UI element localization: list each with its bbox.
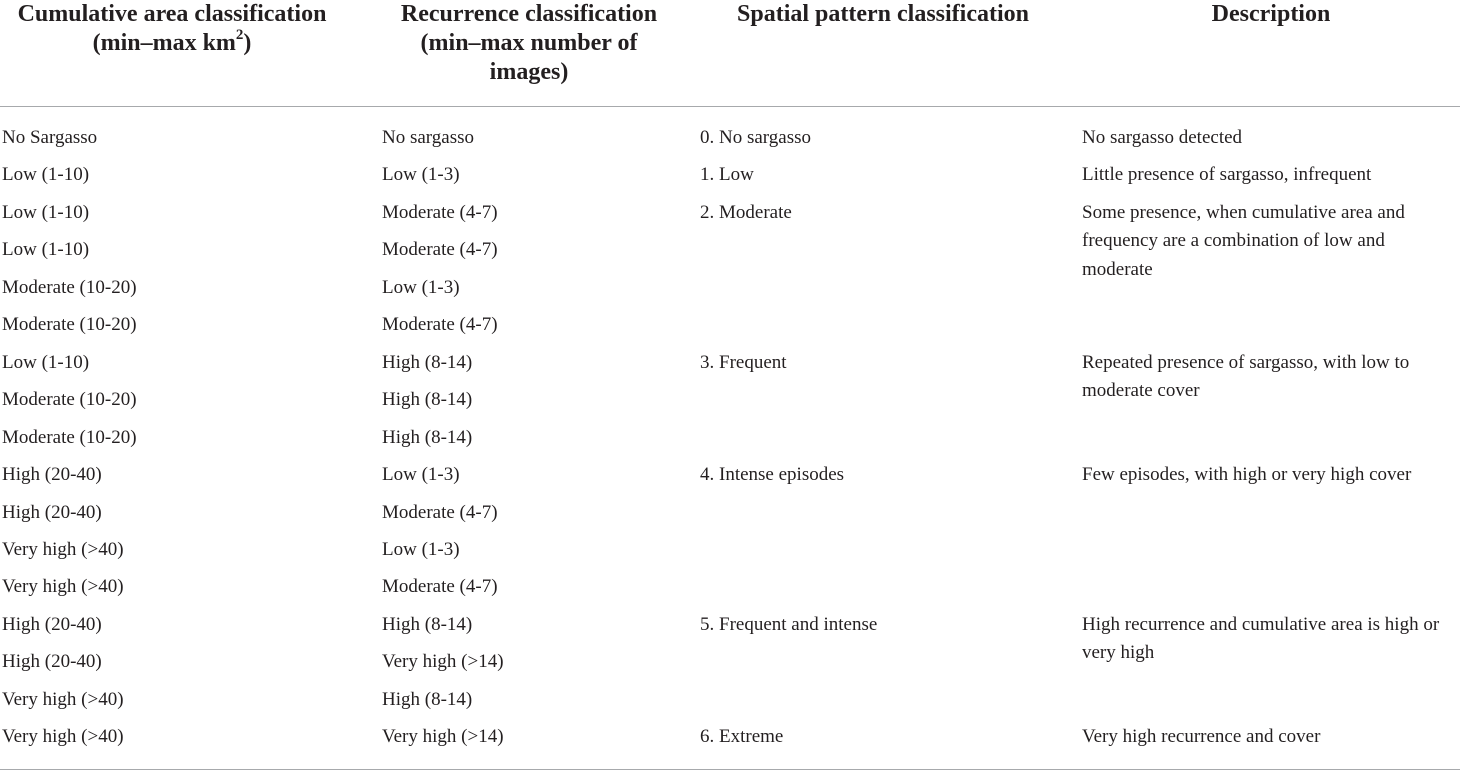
header-cumulative: [0, 0, 344, 58]
cell-cumulative: Very high (>40): [2, 538, 124, 560]
cell-recurrence: High (8-14): [382, 613, 473, 635]
cell-cumulative: Very high (>40): [2, 726, 124, 748]
cell-recurrence: Moderate (4-7): [382, 576, 498, 598]
cell-cumulative: High (20-40): [2, 501, 102, 523]
cell-cumulative: Low (1-10): [2, 164, 90, 186]
cell-cumulative: Moderate (10-20): [2, 389, 137, 411]
cell-recurrence: Moderate (4-7): [382, 239, 498, 261]
cell-cumulative: Low (1-10): [2, 351, 90, 373]
cell-recurrence: Very high (>14): [382, 726, 504, 748]
header-recurrence-line2: (min–max number of: [420, 30, 638, 56]
cell-description: Repeated presence of sargasso, with low to moderate cover: [1082, 351, 1410, 402]
cell-spatial-pattern: 3. Frequent: [700, 351, 787, 373]
cell-recurrence: High (8-14): [382, 389, 473, 411]
cell-description: Some presence, when cumulative area and frequency are a combination of low and moderate: [1082, 201, 1405, 280]
cell-recurrence: No sargasso: [382, 127, 475, 148]
cell-spatial-pattern: 6. Extreme: [700, 726, 784, 748]
header-description: Description: [1211, 1, 1331, 27]
cell-recurrence: Low (1-3): [382, 164, 460, 186]
cell-recurrence: Moderate (4-7): [382, 501, 498, 523]
cell-recurrence: High (8-14): [382, 688, 473, 710]
cell-cumulative: High (20-40): [2, 464, 102, 486]
cell-cumulative: Low (1-10): [2, 239, 90, 261]
cell-description: Little presence of sargasso, infrequent: [1082, 164, 1372, 186]
cell-description: Few episodes, with high or very high cover: [1082, 464, 1412, 486]
cell-description: Very high recurrence and cover: [1082, 726, 1321, 748]
cell-description: No sargasso detected: [1082, 127, 1243, 148]
cell-recurrence: Low (1-3): [382, 464, 460, 486]
cell-recurrence: Moderate (4-7): [382, 314, 498, 336]
cell-recurrence: High (8-14): [382, 351, 473, 373]
cell-recurrence: Moderate (4-7): [382, 201, 498, 223]
cell-spatial-pattern: 5. Frequent and intense: [700, 613, 878, 635]
cell-cumulative: Moderate (10-20): [2, 276, 137, 298]
cell-spatial-pattern: 2. Moderate: [700, 201, 792, 223]
header-cumulative-line1: Cumulative area classification: [17, 1, 327, 27]
cell-cumulative: Very high (>40): [2, 688, 124, 710]
cell-spatial-pattern: 1. Low: [700, 164, 754, 186]
header-rule: [0, 106, 1460, 107]
cell-cumulative: High (20-40): [2, 613, 102, 635]
cell-cumulative: High (20-40): [2, 651, 102, 673]
cell-recurrence: Low (1-3): [382, 538, 460, 560]
cell-recurrence: Low (1-3): [382, 276, 460, 298]
header-spatial: Spatial pattern classification: [737, 1, 1029, 27]
cell-cumulative: Moderate (10-20): [2, 314, 137, 336]
cell-cumulative: Moderate (10-20): [2, 426, 137, 448]
cell-spatial-pattern: 0. No sargasso: [700, 127, 812, 148]
cell-cumulative: No Sargasso: [2, 127, 98, 148]
header-recurrence-line3: images): [489, 59, 569, 85]
cell-cumulative: Low (1-10): [2, 201, 90, 223]
cell-cumulative: Very high (>40): [2, 576, 124, 598]
header-recurrence-line1: Recurrence classification: [400, 1, 658, 27]
header-cumulative-line2: (min–max $km^2$): [92, 27, 252, 56]
cell-recurrence: Very high (>14): [382, 651, 504, 673]
bottom-rule: [0, 769, 1460, 770]
cell-recurrence: High (8-14): [382, 426, 473, 448]
header-recurrence: [380, 0, 678, 87]
cell-spatial-pattern: 4. Intense episodes: [700, 464, 845, 486]
cell-description: High recurrence and cumulative area is high or very high: [1082, 613, 1440, 664]
